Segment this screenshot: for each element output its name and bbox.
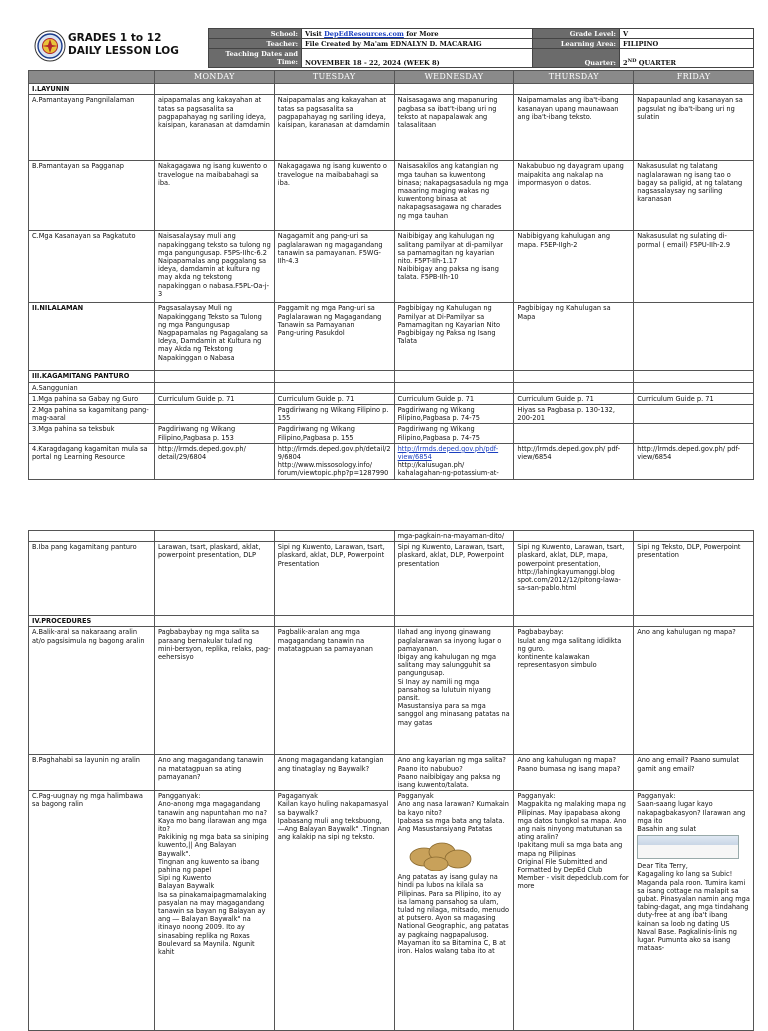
cell-wednesday: Ilahad ang inyong ginawang paglalarawan sa inyong lugar o pamayanan. Ibigay ang kahulugan ng mga salitang may salungguhit sa pangungusap. Si Inay ay namili ng mga pansahog sa lulutuin niyang pansit. Masustansiya para sa mga sanggol ang minasang patatas na may gatas [394, 627, 514, 755]
quarter-sup: ND [627, 57, 637, 64]
corner-cell [29, 71, 155, 84]
cell-thursday: Pagganyak: Magpakita ng malaking mapa ng Pilipinas. May ipapabasa akong mga datos tungkol sa mapa. Ano ang nais ninyong matutunan sa ating aralin? Ipakitang muli sa mga bata ang mapa ng Pilipinas Original File Submitted and Formatted by DepEd Club Member - visit depedclub.com for more [514, 791, 634, 1031]
cell-tuesday: http://lrmds.deped.gov.ph/detail/29/6804 http://www.missosology.info/ forum/viewtopic.php?p=1287990 [274, 443, 394, 479]
cell-thursday: Nakabubuo ng dayagram upang maipakita ang nakalap na impormasyon o datos. [514, 161, 634, 231]
school-label: School: [209, 29, 302, 39]
cell-wednesday: Naibibigay ang kahulugan ng salitang pamilyar at di-pamilyar sa pamamagitan ng kayarian nito. F5PT-IIh-1.17 Naibibigay ang paksa ng isang talata. F5PB-IIh-10 [394, 231, 514, 303]
row-label: 1.Mga pahina sa Gabay ng Guro [29, 393, 155, 404]
cell-thursday: Nabibigyang kahulugan ang mapa. F5EP-IIgh-2 [514, 231, 634, 303]
cell-tuesday: Nakagagawa ng isang kuwento o travelogue na maibabahagi sa iba. [274, 161, 394, 231]
cell-monday: Larawan, tsart, plaskard, aklat, powerpoint presentation, DLP [155, 542, 275, 616]
cell [155, 531, 275, 542]
cell-friday [634, 303, 754, 371]
cell-tuesday: Nagagamit ang pang-uri sa paglalarawan ng magagandang tanawin sa pamayanan. F5WG-IIh-4.3 [274, 231, 394, 303]
letter-text: Dear Tita Terry, Kagagaling ko lang sa Subic! Maganda pala roon. Tumira kami sa isang cottage na malapit sa gubat. Pinasyalan namin ang mga tabing-dagat, ang mga tindahang duty-free at ang iba't ibang kainan sa loob ng dating US Naval Base. Pagkalinis-linis ng lugar. Pumunta ako sa isang mataas- [637, 862, 750, 953]
lesson-row [29, 393, 754, 404]
cell-tuesday: Paggamit ng mga Pang-uri sa Paglalarawan ng Magagandang Tanawin sa Pamayanan Pang-uring Pasukdol [274, 303, 394, 371]
cell [634, 371, 754, 382]
cell-monday: Ano ang magagandang tanawin na matatagpuan sa ating pamayanan? [155, 755, 275, 791]
row-label: A.Balik-aral sa nakaraang aralin at/o pagsisimula ng bagong aralin [29, 627, 155, 755]
email-screenshot-icon [637, 835, 739, 859]
cell-monday: Pangganyak: Ano-anong mga magagandang tanawin ang napuntahan mo na? Kaya mo bang ilarawan ang mga ito? Pakikinig ng mga bata sa siniping kuwento,|| Ang Balayan Baywalk". Tingnan ang kuwento sa ibang pahina ng papel Sipi ng Kuwento Balayan Baywalk Isa sa pinakamaipagmamalaking pasyalan na may magagandang tanawin sa bayan ng Balayan ay ang ― Balayan Baywalk" na itinayo noong 2009. Ito ay sinasabing replika ng Roxas Boulevard sa Maynila. Ngunit kahit [155, 791, 275, 1031]
day-header: TUESDAY [274, 71, 394, 84]
cell [514, 84, 634, 95]
lesson-row [29, 791, 754, 1031]
grade-level-label: Grade Level: [533, 29, 620, 39]
deped-seal-icon [34, 30, 66, 62]
lesson-row [29, 443, 754, 479]
cell [274, 84, 394, 95]
carry-over-row [29, 531, 754, 542]
cell [514, 531, 634, 542]
lesson-row [29, 424, 754, 443]
cell-monday: Curriculum Guide p. 71 [155, 393, 275, 404]
teacher-label: Teacher: [209, 39, 302, 49]
kalusugan-link-text: http://kalusugan.ph/ kahalagahan-ng-potassium-at- [397, 461, 499, 478]
log-title [68, 32, 179, 58]
lesson-row [29, 161, 754, 231]
page-1 [28, 28, 754, 480]
learning-area-label: Learning Area: [533, 39, 620, 49]
section-title: III.KAGAMITANG PANTURO [29, 371, 155, 382]
cell-thursday: Ano ang kahulugan ng mapa? Paano bumasa ng isang mapa? [514, 755, 634, 791]
title-line-2: DAILY LESSON LOG [68, 45, 179, 57]
quarter-label: Quarter: [533, 49, 620, 68]
section-row [29, 84, 754, 95]
cell-thursday [514, 424, 634, 443]
cell-tuesday: Pagdiriwang ng Wikang Filipino p. 155 [274, 405, 394, 424]
teacher-value: File Created by Ma'am EDNALYN D. MACARAIG [302, 39, 533, 49]
cell-friday: Sipi ng Teksto, DLP, Powerpoint presentation [634, 542, 754, 616]
cell-monday: Pagbabaybay ng mga salita sa paraang bernakular tulad ng mini-bersyon, replika, relaks, pag-eehersisyo [155, 627, 275, 755]
school-value [302, 29, 533, 39]
lesson-table-page-2 [28, 530, 754, 1031]
row-label: C.Pag-uugnay ng mga halimbawa sa bagong ralin [29, 791, 155, 1031]
cell [274, 531, 394, 542]
section-title: IV.PROCEDURES [29, 616, 155, 627]
day-header-row [29, 71, 754, 84]
cell [274, 371, 394, 382]
cell [394, 371, 514, 382]
cell-thursday: Naipamamalas ang iba't-ibang kasanayan upang maunawaan ang iba't-ibang teksto. [514, 95, 634, 161]
cell-wednesday: Sipi ng Kuwento, Larawan, tsart, plaskard, aklat, DLP, Powerpoint presentation [394, 542, 514, 616]
grade-level-value: V [620, 29, 754, 39]
quarter-word: QUARTER [636, 59, 676, 67]
cell-monday: http://lrmds.deped.gov.ph/ detail/29/6804 [155, 443, 275, 479]
cell-tuesday [274, 382, 394, 393]
cell-thursday: http://lrmds.deped.gov.ph/ pdf-view/6854 [514, 443, 634, 479]
cell-tuesday: Pagbalik-aralan ang mga magagandang tanawin na matatagpuan sa pamayanan [274, 627, 394, 755]
cell-tuesday: Pagdiriwang ng Wikang Filipino,Pagbasa p. 155 [274, 424, 394, 443]
school-prefix: Visit [305, 29, 325, 38]
cell-wednesday: Pagbibigay ng Kahulugan ng Pamilyar at Di-Pamilyar sa Pamamagitan ng Kayarian Nito Pagbibigay ng Paksa ng Isang Talata [394, 303, 514, 371]
dates-value: NOVEMBER 18 - 22, 2024 (WEEK 8) [302, 49, 533, 68]
cell-tuesday: Anong magagandang katangian ang tinataglay ng Baywalk? [274, 755, 394, 791]
cell-monday: Naisasalaysay muli ang napakinggang teksto sa tulong ng mga pangungusap. F5PS-IIhc-6.2 Naipapamalas ang paggalang sa ideya, damdamin at kultura ng may akda ng tekstong napakinggan o nabasa.F5PL-Oa-j-3 [155, 231, 275, 303]
cell-friday [634, 382, 754, 393]
lesson-row [29, 627, 754, 755]
header-info-table [208, 28, 754, 68]
cell-thursday: Pagbibigay ng Kahulugan sa Mapa [514, 303, 634, 371]
day-header: THURSDAY [514, 71, 634, 84]
lesson-row [29, 405, 754, 424]
cell-wednesday [394, 382, 514, 393]
cell-wednesday: Pagdiriwang ng Wikang Filipino,Pagbasa p. 74-75 [394, 424, 514, 443]
cell-friday [634, 405, 754, 424]
section-row [29, 616, 754, 627]
cell-friday [634, 424, 754, 443]
cell-thursday: Sipi ng Kuwento, Larawan, tsart, plaskard, aklat, DLP, mapa, powerpoint presentation, http://lahingkayumanggi.blog spot.com/2012/12/pitong-lawa-sa-san-pablo.html [514, 542, 634, 616]
section-title: I.LAYUNIN [29, 84, 155, 95]
cell [155, 371, 275, 382]
quarter-value [620, 49, 754, 68]
lesson-row [29, 231, 754, 303]
row-label: A.Pamantayang Pangnilalaman [29, 95, 155, 161]
lesson-row [29, 755, 754, 791]
cell-friday: Nakasusulat ng sulating di-pormal ( email) F5PU-IIh-2.9 [634, 231, 754, 303]
title-line-1: GRADES 1 to 12 [68, 32, 162, 44]
cell-friday: http://lrmds.deped.gov.ph/ pdf-view/6854 [634, 443, 754, 479]
cell-tuesday: Curriculum Guide p. 71 [274, 393, 394, 404]
cell-thursday: Curriculum Guide p. 71 [514, 393, 634, 404]
cell-monday: aipapamalas ang kakayahan at tatas sa pagsasalita sa pagpapahayag ng sariling ideya, kaisipan, karanasan at damdamin [155, 95, 275, 161]
row-label: 3.Mga pahina sa teksbuk [29, 424, 155, 443]
dates-label: Teaching Dates and Time: [209, 49, 302, 68]
row-label: 4.Karagdagang kagamitan mula sa portal ng Learning Resource [29, 443, 155, 479]
lrmds-pdf-link[interactable]: http://lrmds.deped.gov.ph/pdf-view/6854 [397, 444, 499, 462]
row-label [29, 531, 155, 542]
cell-wednesday: Pagdiriwang ng Wikang Filipino,Pagbasa p. 74-75 [394, 405, 514, 424]
school-link[interactable]: DepEdResources.com [324, 29, 404, 38]
row-label: C.Mga Kasanayan sa Pagkatuto [29, 231, 155, 303]
potato-paragraph: Ang patatas ay isang gulay na hindi pa lubos na kilala sa Pilipinas. Para sa Pilipino, ito ay isa lamang pansahog sa ulam, tulad ng nilaga, mitsado, menudo at putsero. Ayon sa magasing National Geographic, ang patatas ay pagkaing nagpapalusog. Mayaman ito sa Bitamina C, B at iron. Halos walang taba ito at [397, 873, 510, 956]
cell [394, 84, 514, 95]
cell-monday: Nakagagawa ng isang kuwento o travelogue na maibabahagi sa iba. [155, 161, 275, 231]
cell-tuesday: Naipapamalas ang kakayahan at tatas sa pagsasalita sa pagpapahayag ng sariling ideya, kaisipan, karanasan at damdamin [274, 95, 394, 161]
cell-tuesday: Pagaganyak Kailan kayo huling nakapamasyal sa baywalk? Ipabasang muli ang teksbuong, ―Ang Balayan Baywalk" .Tingnan ang kalakip na sipi ng teksto. [274, 791, 394, 1031]
row-label: 2.Mga pahina sa kagamitang pang-mag-aaral [29, 405, 155, 424]
row-label: A.Sanggunian [29, 382, 155, 393]
quarter-num: 2 [623, 59, 628, 67]
day-header: MONDAY [155, 71, 275, 84]
cell [155, 84, 275, 95]
school-suffix: for More [403, 29, 439, 38]
cell [514, 616, 634, 627]
cell-wednesday: Naisasakilos ang katangian ng mga tauhan sa kuwentong binasa; nakapagsasadula ng mga maaaring maging wakas ng kuwentong binasa at nakapagsasagawa ng charades ng mga tauhan [394, 161, 514, 231]
log-header [28, 28, 754, 70]
lesson-row [29, 303, 754, 371]
cell [274, 616, 394, 627]
cell-wednesday: Ano ang kayarian ng mga salita? Paano ito nabubuo? Paano naibibigay ang paksa ng isang kuwento/talata. [394, 755, 514, 791]
cell-thursday: Pagbabaybay: Isulat ang mga salitang ididikta ng guro. kontinente kalawakan representasyon simbulo [514, 627, 634, 755]
cell [514, 371, 634, 382]
row-label: II.NILALAMAN [29, 303, 155, 371]
cell-thursday [514, 382, 634, 393]
lesson-row [29, 95, 754, 161]
cell-wednesday: Curriculum Guide p. 71 [394, 393, 514, 404]
row-label: B.Iba pang kagamitang panturo [29, 542, 155, 616]
cell [394, 616, 514, 627]
cell-wednesday: Pagganyak Ano ang nasa larawan? Kumakain ba kayo nito? Ipabasa sa mga bata ang talata. Ang Masustansiyang Patatas Ang patatas ay isang gulay na hindi pa lubos na kilala sa Pilipinas. Para sa Pilipino, ito ay isa lamang pansahog sa ulam, tulad ng nilaga, mitsado, menudo at putsero. Ayon sa magasing National Geographic, ang patatas ay pagkaing nagpapalusog. Mayaman ito sa Bitamina C, B at iron. Halos walang taba ito at [394, 791, 514, 1031]
cell [634, 531, 754, 542]
carry-over-link: mga-pagkain-na-mayaman-dito/ [394, 531, 514, 542]
cell-monday: Pagsasalaysay Muli ng Napakinggang Teksto sa Tulong ng mga Pangungusap Nagpapamalas ng Pagagalang sa Ideya, Damdamin at Kultura ng may Akda ng Tekstong Napakinggan o Nabasa [155, 303, 275, 371]
section-row [29, 371, 754, 382]
cell-thursday: Hiyas sa Pagbasa p. 130-132, 200-201 [514, 405, 634, 424]
cell-tuesday: Sipi ng Kuwento, Larawan, tsart, plaskard, aklat, DLP, Powerpoint Presentation [274, 542, 394, 616]
page-2 [28, 530, 754, 1031]
cell-wednesday [394, 443, 514, 479]
cell-friday: Ano ang kahulugan ng mapa? [634, 627, 754, 755]
cell [155, 616, 275, 627]
cell-friday: Curriculum Guide p. 71 [634, 393, 754, 404]
cell-monday [155, 405, 275, 424]
cell-friday: Nakasusulat ng talatang naglalarawan ng isang tao o bagay sa paligid, at ng talatang nagsasalaysay ng sariling karanasan [634, 161, 754, 231]
row-label: B.Paghahabi sa layunin ng aralin [29, 755, 155, 791]
day-header: FRIDAY [634, 71, 754, 84]
learning-area-value: FILIPINO [620, 39, 754, 49]
lesson-table-page-1 [28, 70, 754, 480]
cell-friday: Ano ang email? Paano sumulat gamit ang email? [634, 755, 754, 791]
cell-monday [155, 382, 275, 393]
cell-wednesday: Naisasagawa ang mapanuring pagbasa sa ibat't-ibang uri ng teksto at napapalawak ang talasalitaan [394, 95, 514, 161]
cell [634, 84, 754, 95]
row-label: B.Pamantayan sa Pagganap [29, 161, 155, 231]
lesson-row [29, 382, 754, 393]
cell [634, 616, 754, 627]
cell-friday: Pagganyak: Saan-saang lugar kayo nakapagbakasyon? Ilarawan ang mga ito Basahin ang sulat Dear Tita Terry, Kagagaling ko lang sa Subic! Maganda pala roon. Tumira kami sa isang cottage na malapit sa gubat. Pinasyalan namin ang mga tabing-dagat, ang mga tindahang duty-free at ang iba't ibang kainan sa loob ng dating US Naval Base. Pagkalinis-linis ng lugar. Pumunta ako sa isang mataas- [634, 791, 754, 1031]
lesson-row [29, 542, 754, 616]
cell-monday: Pagdiriwang ng Wikang Filipino,Pagbasa p. 153 [155, 424, 275, 443]
potato-icon [408, 837, 478, 871]
cell-friday: Napapaunlad ang kasanayan sa pagsulat ng iba't-ibang uri ng sulatin [634, 95, 754, 161]
day-header: WEDNESDAY [394, 71, 514, 84]
